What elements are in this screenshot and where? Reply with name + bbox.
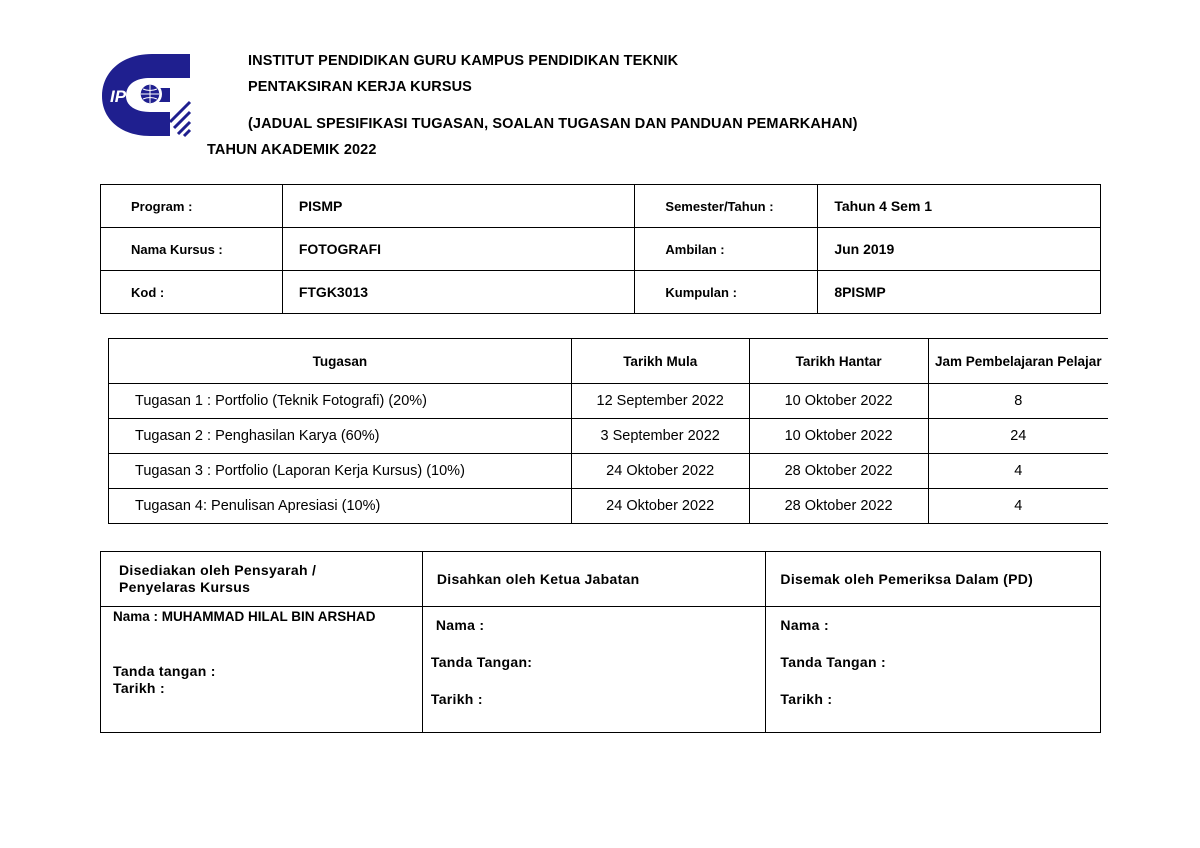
task-schedule-table [108, 338, 1108, 524]
checked-by-name: Nama : [780, 617, 829, 633]
prepared-by-name: Nama : MUHAMMAD HILAL BIN ARSHAD [113, 609, 376, 624]
info-row-course [101, 228, 1101, 271]
program-label: Program : [101, 185, 283, 228]
table-row [109, 384, 1109, 419]
approved-by-signature: Tanda Tangan: [430, 654, 533, 670]
task-start-date: 24 Oktober 2022 [571, 454, 749, 489]
prepared-by-date: Tarikh : [113, 680, 165, 696]
approved-by-fields [422, 607, 766, 733]
prepared-by-header [101, 552, 423, 607]
intake-value: Jun 2019 [818, 228, 1101, 271]
task-hours: 4 [928, 454, 1108, 489]
institute-title: INSTITUT PENDIDIKAN GURU KAMPUS PENDIDIKAN TEKNIK [248, 53, 679, 69]
course-value: FOTOGRAFI [282, 228, 635, 271]
group-value: 8PISMP [818, 271, 1101, 314]
approved-by-date: Tarikh : [430, 691, 483, 707]
academic-year: TAHUN AKADEMIK 2022 [207, 142, 377, 158]
group-label: Kumpulan : [635, 271, 818, 314]
task-name: Tugasan 2 : Penghasilan Karya (60%) [109, 419, 572, 454]
document-subtitle: (JADUAL SPESIFIKASI TUGASAN, SOALAN TUGASAN DAN PANDUAN PEMARKAHAN) [248, 116, 858, 132]
task-submit-date: 28 Oktober 2022 [749, 454, 928, 489]
task-submit-date: 28 Oktober 2022 [749, 489, 928, 524]
signoff-fields-row [101, 607, 1101, 733]
checked-by-header: Disemak oleh Pemeriksa Dalam (PD) [766, 552, 1101, 607]
program-value: PISMP [282, 185, 635, 228]
info-row-code [101, 271, 1101, 314]
approved-by-header: Disahkan oleh Ketua Jabatan [422, 552, 766, 607]
info-row-program [101, 185, 1101, 228]
col-header-learning-hours: Jam Pembelajaran Pelajar [928, 339, 1108, 384]
assessment-title: PENTAKSIRAN KERJA KURSUS [248, 79, 472, 95]
svg-text:IPG: IPG [110, 87, 140, 106]
semester-label: Semester/Tahun : [635, 185, 818, 228]
signoff-header-row [101, 552, 1101, 607]
course-info-table [100, 184, 1101, 314]
prepared-by-fields [101, 607, 423, 733]
col-header-task: Tugasan [109, 339, 572, 384]
approved-by-name: Nama : [435, 617, 485, 633]
task-submit-date: 10 Oktober 2022 [749, 384, 928, 419]
prepared-by-signature: Tanda tangan : [113, 663, 216, 679]
task-name: Tugasan 3 : Portfolio (Laporan Kerja Kursus) (10%) [109, 454, 572, 489]
signoff-table [100, 551, 1101, 733]
ipg-logo-icon [100, 52, 192, 138]
task-hours: 4 [928, 489, 1108, 524]
course-label: Nama Kursus : [101, 228, 283, 271]
task-header-row [109, 339, 1109, 384]
task-name: Tugasan 1 : Portfolio (Teknik Fotografi) (20%) [109, 384, 572, 419]
checked-by-fields [766, 607, 1101, 733]
col-header-submit-date: Tarikh Hantar [749, 339, 928, 384]
task-name: Tugasan 4: Penulisan Apresiasi (10%) [109, 489, 572, 524]
table-row [109, 454, 1109, 489]
intake-label: Ambilan : [635, 228, 818, 271]
task-submit-date: 10 Oktober 2022 [749, 419, 928, 454]
task-hours: 8 [928, 384, 1108, 419]
prepared-by-header-text: Disediakan oleh Pensyarah / Penyelaras Kursus [119, 562, 317, 595]
checked-by-date: Tarikh : [780, 691, 833, 707]
table-row [109, 419, 1109, 454]
task-start-date: 3 September 2022 [571, 419, 749, 454]
code-value: FTGK3013 [282, 271, 635, 314]
col-header-start-date: Tarikh Mula [571, 339, 749, 384]
task-start-date: 12 September 2022 [571, 384, 749, 419]
task-start-date: 24 Oktober 2022 [571, 489, 749, 524]
semester-value: Tahun 4 Sem 1 [818, 185, 1101, 228]
task-hours: 24 [928, 419, 1108, 454]
table-row [109, 489, 1109, 524]
checked-by-signature: Tanda Tangan : [780, 654, 886, 670]
code-label: Kod : [101, 271, 283, 314]
